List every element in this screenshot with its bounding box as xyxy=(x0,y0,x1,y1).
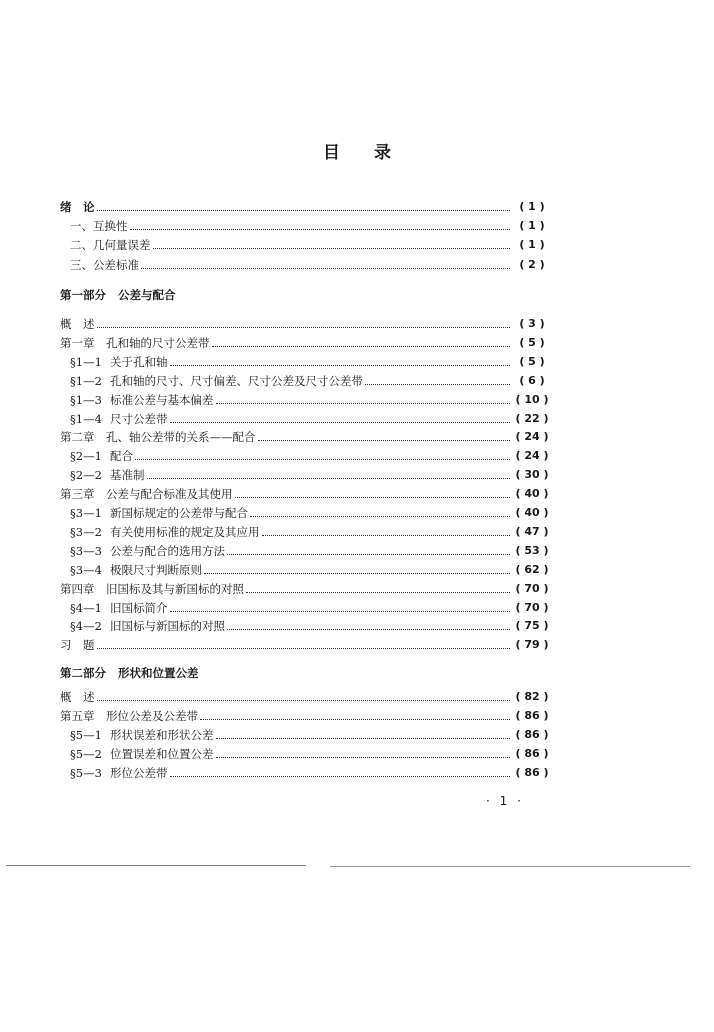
leader-dots xyxy=(365,383,510,385)
toc-entry-label: 习 题 xyxy=(60,638,95,653)
toc-entry-label: 极限尺寸判断原则 xyxy=(110,562,202,577)
toc-entry-label: 二、几何量误差 xyxy=(70,238,151,252)
toc-entry-label: 有关使用标准的规定及其应用 xyxy=(110,524,260,539)
toc-entry[interactable] xyxy=(60,686,552,704)
scan-artifact-line xyxy=(330,866,690,867)
leader-dots xyxy=(130,228,511,230)
leader-dots xyxy=(227,553,510,555)
leader-dots xyxy=(204,572,510,574)
toc-entry[interactable] xyxy=(60,483,552,501)
toc-entry[interactable] xyxy=(70,254,552,272)
part-title: 公差与配合 xyxy=(118,288,176,302)
toc-entry-label: 第五章 形位公差及公差带 xyxy=(60,709,198,723)
leader-dots xyxy=(170,610,511,612)
leader-dots xyxy=(212,345,511,347)
leader-dots xyxy=(97,209,511,211)
toc-entry-page: ( 70 ) xyxy=(515,600,549,614)
toc-entry-page: ( 82 ) xyxy=(515,690,549,703)
toc-entry[interactable] xyxy=(60,634,552,652)
toc-entry-page: ( 47 ) xyxy=(515,524,549,538)
toc-entry[interactable] xyxy=(70,615,552,633)
toc-entry-page: ( 86 ) xyxy=(515,728,549,741)
toc-entry[interactable] xyxy=(70,370,552,388)
section-number: §1—3 xyxy=(70,392,102,407)
toc-entry-label: 位置误差和位置公差 xyxy=(110,747,214,761)
toc-entry-page: ( 2 ) xyxy=(519,258,545,271)
part-heading xyxy=(60,665,199,681)
toc-entry-label: 概 述 xyxy=(60,317,95,331)
part-number: 第二部分 xyxy=(60,666,106,680)
toc-entry[interactable] xyxy=(70,559,552,577)
section-number: §2—1 xyxy=(70,449,102,464)
toc-entry-page: ( 40 ) xyxy=(515,506,549,519)
toc-entry-page: ( 86 ) xyxy=(515,709,549,722)
toc-entry-page: ( 22 ) xyxy=(515,411,549,425)
toc-entry[interactable] xyxy=(70,408,552,426)
toc-entry-label: 三、公差标准 xyxy=(70,258,139,272)
part-heading xyxy=(60,287,176,303)
toc-entry[interactable] xyxy=(70,215,552,233)
leader-dots xyxy=(170,775,511,777)
leader-dots xyxy=(97,326,511,328)
toc-entry-label: 形状误差和形状公差 xyxy=(110,728,214,742)
section-number: §1—2 xyxy=(70,373,102,388)
toc-entry-page: ( 70 ) xyxy=(515,581,549,595)
title-char-2: 录 xyxy=(373,143,391,163)
leader-dots xyxy=(97,647,511,649)
section-number: §4—1 xyxy=(70,600,102,615)
toc-entry-page: ( 1 ) xyxy=(519,219,545,232)
leader-dots xyxy=(258,439,511,441)
toc-entry[interactable] xyxy=(70,234,552,252)
toc-entry-label: 标准公差与基本偏差 xyxy=(110,392,214,407)
toc-entry-label: 旧国标与新国标的对照 xyxy=(110,619,225,634)
toc-entry[interactable] xyxy=(60,578,552,596)
toc-entry-label: 新国标规定的公差带与配合 xyxy=(110,506,248,520)
title-char-1: 目 xyxy=(323,143,341,163)
section-number: §3—2 xyxy=(70,524,102,539)
section-number: §3—4 xyxy=(70,562,102,577)
toc-entry-page: ( 6 ) xyxy=(519,373,545,387)
page-title xyxy=(0,138,714,163)
toc-entry-page: ( 24 ) xyxy=(515,430,549,444)
toc-entry[interactable] xyxy=(70,724,552,742)
leader-dots xyxy=(97,699,511,701)
toc-entry-page: ( 10 ) xyxy=(515,392,549,406)
section-number: §4—2 xyxy=(70,619,102,634)
toc-entry-label: 旧国标简介 xyxy=(110,600,168,615)
toc-entry-page: ( 40 ) xyxy=(515,487,549,501)
leader-dots xyxy=(200,718,510,720)
toc-entry[interactable] xyxy=(70,351,552,369)
scan-artifact-line xyxy=(6,865,306,866)
toc-entry-page: ( 53 ) xyxy=(515,543,549,557)
section-number: §5—2 xyxy=(70,747,102,761)
leader-dots xyxy=(153,247,511,249)
toc-entry-page: ( 5 ) xyxy=(519,335,545,349)
leader-dots xyxy=(227,628,510,630)
toc-entry[interactable] xyxy=(60,196,552,214)
leader-dots xyxy=(216,402,511,404)
section-number: §5—3 xyxy=(70,766,102,780)
toc-entry-page: ( 79 ) xyxy=(515,638,549,652)
toc-entry[interactable] xyxy=(70,743,552,761)
toc-entry[interactable] xyxy=(70,762,552,780)
toc-entry-label: 配合 xyxy=(110,449,133,464)
toc-entry-label: 一、互换性 xyxy=(70,219,128,233)
toc-entry-label: 第三章 公差与配合标准及其使用 xyxy=(60,487,233,502)
leader-dots xyxy=(135,458,510,460)
toc-entry-page: ( 3 ) xyxy=(519,317,545,330)
toc-entry-page: ( 5 ) xyxy=(519,354,545,368)
page-number: · 1 · xyxy=(486,794,524,808)
toc-entry[interactable] xyxy=(60,313,552,331)
toc-entry-page: ( 1 ) xyxy=(519,200,545,213)
leader-dots xyxy=(250,515,510,517)
toc-entry[interactable] xyxy=(60,332,552,350)
toc-entry-label: 第四章 旧国标及其与新国标的对照 xyxy=(60,581,244,596)
leader-dots xyxy=(147,477,511,479)
toc-entry-label: 公差与配合的选用方法 xyxy=(110,543,225,558)
toc-entry-label: 尺寸公差带 xyxy=(110,411,168,426)
toc-entry-page: ( 86 ) xyxy=(515,766,549,779)
leader-dots xyxy=(170,421,511,423)
toc-entry-page: ( 86 ) xyxy=(515,747,549,760)
section-number: §1—1 xyxy=(70,354,102,369)
section-number: §1—4 xyxy=(70,411,102,426)
toc-entry-label: 关于孔和轴 xyxy=(110,354,168,369)
toc-entry[interactable] xyxy=(70,464,552,482)
toc-entry[interactable] xyxy=(60,426,552,444)
section-number: §5—1 xyxy=(70,728,102,742)
section-number: §2—2 xyxy=(70,468,102,483)
toc-entry-label: 第二章 孔、轴公差带的关系——配合 xyxy=(60,430,256,445)
toc-entry-label: 概 述 xyxy=(60,690,95,704)
toc-entry-label: 第一章 孔和轴的尺寸公差带 xyxy=(60,335,210,350)
leader-dots xyxy=(216,737,511,739)
toc-entry-page: ( 75 ) xyxy=(515,619,549,633)
leader-dots xyxy=(246,591,510,593)
toc-entry-page: ( 30 ) xyxy=(515,468,549,482)
toc-entry[interactable] xyxy=(70,389,552,407)
toc-entry[interactable] xyxy=(60,705,552,723)
toc-entry-label: 孔和轴的尺寸、尺寸偏差、尺寸公差及尺寸公差带 xyxy=(110,373,363,388)
leader-dots xyxy=(170,364,511,366)
toc-entry[interactable] xyxy=(70,521,552,539)
section-number: §3—1 xyxy=(70,506,102,520)
leader-dots xyxy=(216,756,511,758)
leader-dots xyxy=(141,267,510,269)
toc-entry[interactable] xyxy=(70,445,552,463)
toc-entry[interactable] xyxy=(70,597,552,615)
toc-entry-label: 基准制 xyxy=(110,468,145,483)
leader-dots xyxy=(235,496,511,498)
toc-entry[interactable] xyxy=(70,502,552,520)
leader-dots xyxy=(262,534,511,536)
toc-entry-page: ( 1 ) xyxy=(519,238,545,251)
toc-entry-page: ( 62 ) xyxy=(515,562,549,576)
part-number: 第一部分 xyxy=(60,288,106,302)
toc-entry-page: ( 24 ) xyxy=(515,449,549,463)
toc-entry-label: 绪 论 xyxy=(60,200,95,214)
part-title: 形状和位置公差 xyxy=(118,666,199,680)
toc-entry-label: 形位公差带 xyxy=(110,766,168,780)
section-number: §3—3 xyxy=(70,543,102,558)
toc-entry[interactable] xyxy=(70,540,552,558)
